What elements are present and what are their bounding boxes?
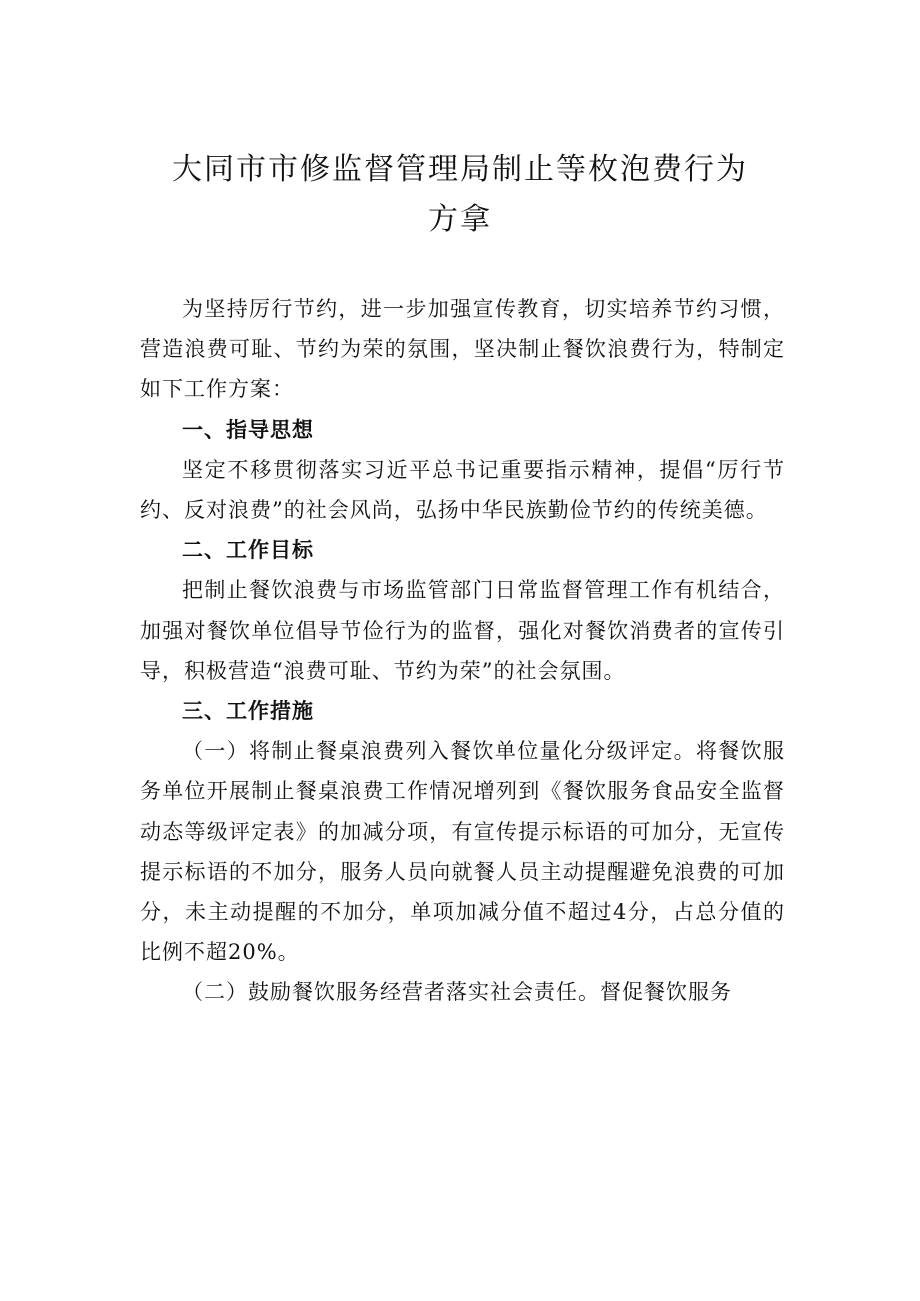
section-heading-guiding-ideology: 一、指导思想 xyxy=(182,417,314,442)
intro-paragraph: 为坚持厉行节约，进一步加强宣传教育，切实培养节约习惯，营造浪费可耻、节约为荣的氛围，坚决制止餐饮浪费行为，特制定如下工作方案： xyxy=(140,297,785,402)
document-title-line-1: 大同市市修监督管理局制止等枚泡费行为 xyxy=(172,152,748,187)
section-heading-work-measures: 三、工作措施 xyxy=(182,699,314,724)
section-paragraph: 坚定不移贯彻落实习近平总书记重要指示精神，提倡“厉行节约、反对浪费”的社会风尚，弘扬中华民族勤俭节约的传统美德。 xyxy=(140,457,785,523)
section-paragraph: 把制止餐饮浪费与市场监管部门日常监督管理工作有机结合，加强对餐饮单位倡导节俭行为的监督，强化对餐饮消费者的宣传引导，积极营造“浪费可耻、节约为荣”的社会氛围。 xyxy=(140,578,785,683)
measure-paragraph-2: （二）鼓励餐饮服务经营者落实社会责任。督促餐饮服务 xyxy=(182,980,732,1005)
document-title-line-2: 方拿 xyxy=(428,202,492,237)
document-body xyxy=(140,289,785,1013)
section-heading-work-goals: 二、工作目标 xyxy=(182,538,314,563)
measure-paragraph-1: （一）将制止餐桌浪费列入餐饮单位量化分级评定。将餐饮服务单位开展制止餐桌浪费工作情况增列到《餐饮服务食品安全监督动态等级评定表》的加减分项，有宣传提示标语的可加分，无宣传提示标语的不加分，服务人员向就餐人员主动提醒避免浪费的可加分，未主动提醒的不加分，单项加减分值不超过4分，占总分值的比例不超20%。 xyxy=(140,739,785,965)
